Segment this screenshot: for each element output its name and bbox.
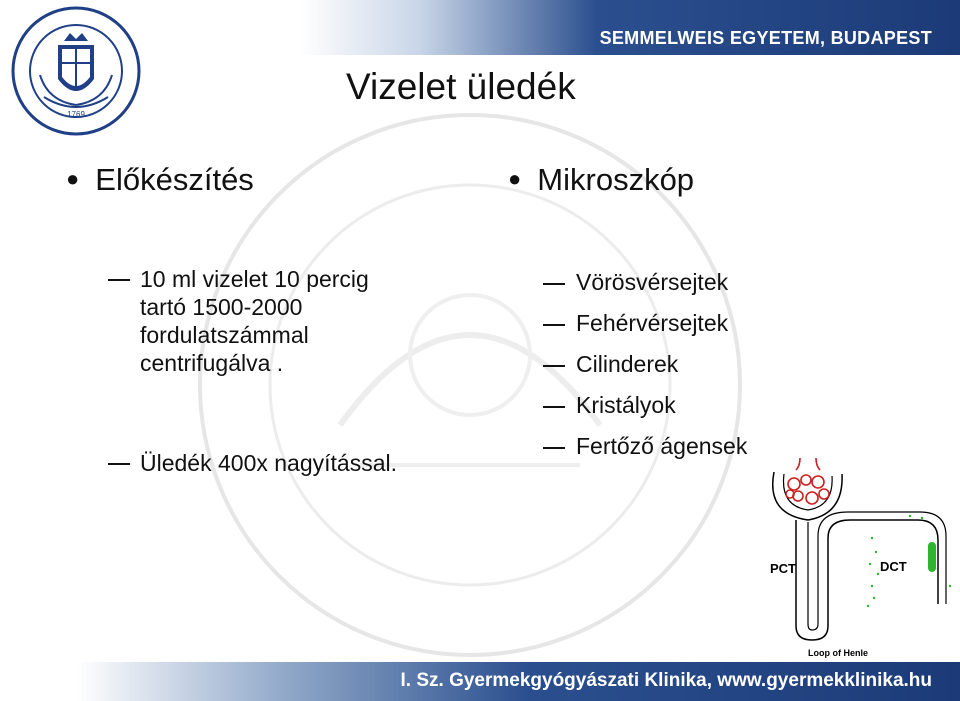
right-item-label: Kristályok xyxy=(576,392,676,418)
dash-icon xyxy=(108,279,130,281)
dct-highlight xyxy=(928,542,936,572)
loop-of-henle-label: Loop of Henle xyxy=(808,648,868,658)
right-item xyxy=(543,391,843,432)
left-item-1-line-4: centrifugálva . xyxy=(140,350,284,376)
dash-icon xyxy=(543,324,565,326)
university-seal-logo xyxy=(10,5,142,137)
seal-year: 1769 xyxy=(67,110,85,119)
right-list xyxy=(543,268,843,473)
right-item xyxy=(543,350,843,391)
nephron-diagram xyxy=(760,456,960,662)
right-heading xyxy=(508,162,694,198)
left-heading-text: Előkészítés xyxy=(95,162,254,197)
left-item-2 xyxy=(108,449,468,477)
right-item-label: Vörösvérsejtek xyxy=(576,269,729,295)
slide-title: Vizelet üledék xyxy=(346,66,576,107)
right-item xyxy=(543,309,843,350)
dash-icon xyxy=(543,406,565,408)
right-item-label: Fertőző ágensek xyxy=(576,433,748,459)
right-item-label: Fehérvérsejtek xyxy=(576,310,729,336)
glomerulus xyxy=(786,458,829,504)
bullet-dot-icon: ● xyxy=(508,166,522,191)
left-item-1-line-3: fordulatszámmal xyxy=(140,322,309,348)
left-heading xyxy=(66,162,254,198)
university-name: SEMMELWEIS EGYETEM, BUDAPEST xyxy=(599,28,932,48)
right-heading-text: Mikroszkóp xyxy=(537,162,695,197)
dash-icon xyxy=(108,463,130,465)
dash-icon xyxy=(543,283,565,285)
pct-label: PCT xyxy=(770,561,796,576)
footer-text: I. Sz. Gyermekgyógyászati Klinika, www.gyermekklinika.hu xyxy=(400,670,932,691)
dash-icon xyxy=(543,365,565,367)
right-item xyxy=(543,268,843,309)
left-item-1-line-2: tartó 1500-2000 xyxy=(140,294,303,320)
dash-icon xyxy=(543,447,565,449)
bullet-dot-icon: ● xyxy=(66,166,80,191)
left-item-1 xyxy=(108,265,448,377)
left-item-1-line-1: 10 ml vizelet 10 percig xyxy=(140,266,369,292)
right-item-label: Cilinderek xyxy=(576,351,679,377)
left-item-2-line-1: Üledék 400x nagyítással. xyxy=(140,450,397,476)
dct-label: DCT xyxy=(880,559,907,574)
